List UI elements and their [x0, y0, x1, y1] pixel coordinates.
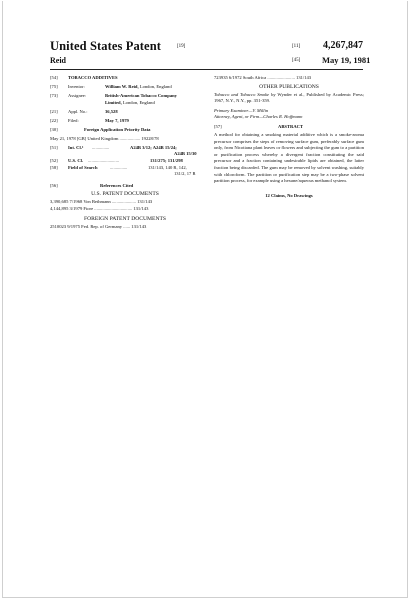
inventor-name: William W. Reid, [105, 84, 139, 89]
references-heading: References Cited [100, 183, 134, 189]
patent-title: United States Patent [50, 39, 162, 53]
field-label: Assignee: [68, 93, 87, 98]
assignee-line2: Limited, [105, 99, 122, 105]
patent-number: 4,267,847 [323, 40, 363, 51]
left-column [50, 75, 200, 230]
right-column [214, 75, 364, 199]
patent-subject: TOBACCO ADDITIVES [68, 75, 118, 80]
int-class-line2: A24B 15/30 [174, 151, 197, 157]
abstract-heading: ABSTRACT [278, 123, 304, 129]
field-58-cont [50, 171, 200, 183]
field-code: [56] [50, 183, 58, 189]
field-73-cont [50, 100, 200, 109]
field-code: [22] [50, 117, 58, 123]
field-code: [54] [50, 75, 58, 80]
leader-dots: ............... [92, 144, 110, 150]
patent-number-code: [11] [292, 44, 301, 49]
publication-title: Tobacco and Tobacco Smoke [214, 91, 270, 97]
field-21 [50, 109, 200, 118]
leader-dots: ............... [110, 164, 128, 170]
field-code: [52] [50, 158, 58, 164]
abstract-text: A method for obtaining a smoking material additive which is a smoke-aroma precursor comprises the steps of removing surface gum, preferably surface gum only, from Nicotiana plant leaves or flowers and subjecting the gum to a partition or purification process whereby a divergent fraction constituting the said precursor and a fraction containing undesirable lipids are obtained, the latter fraction being discarded. The gum may be removed by solvent washing, suitably with chloroform. The partition or purification step may be a two-phase solvent partition process, for example using a hexane/aqueous methanol system. [214, 131, 364, 184]
priority-entry [50, 136, 200, 145]
field-code: [30] [50, 126, 58, 132]
other-publications-heading: OTHER PUBLICATIONS [259, 83, 319, 90]
search-field-line2: 131/2, 17 R [174, 171, 196, 177]
field-label: Filed: [68, 117, 79, 123]
application-number: 36,528 [105, 108, 118, 114]
field-code: [73] [50, 93, 58, 98]
issue-date: May 19, 1981 [322, 55, 371, 65]
field-51-cont [50, 151, 200, 158]
field-label: Appl. No.: [68, 108, 88, 114]
field-54 [50, 75, 200, 84]
field-code: [58] [50, 164, 58, 170]
inventor-location: London, England [138, 84, 172, 89]
field-75 [50, 84, 200, 93]
field-57 [214, 124, 364, 132]
leader-dots: ........................... [88, 158, 120, 164]
us-patent-docs-heading: U.S. PATENT DOCUMENTS [91, 191, 159, 198]
priority-heading: Foreign Application Priority Data [84, 126, 151, 132]
assignee-line1: British-American Tobacco Company [105, 93, 177, 98]
assignee-location: London, England [121, 99, 155, 105]
int-class-line1: A24B 3/12; A24B 15/24; [130, 144, 177, 150]
field-51 [50, 145, 200, 152]
patent-page [2, 1, 408, 598]
attorney: Attorney, Agent, or Firm—Charles R. Hoffmann [214, 114, 303, 120]
field-56 [50, 183, 200, 191]
us-ref-row: 4,144,895 3/1979 Fiore ................................. 131/143 [50, 205, 149, 211]
date-code: [45] [292, 58, 301, 63]
field-code: [75] [50, 84, 58, 89]
field-22 [50, 118, 200, 127]
primary-examiner: Primary Examiner—V. Millin [214, 107, 269, 113]
field-code: [51] [50, 144, 58, 150]
field-label: U.S. Cl. [68, 158, 84, 164]
claims-summary: 12 Claims, No Drawings [265, 192, 313, 198]
us-class: 131/275; 131/298 [150, 158, 183, 164]
foreign-ref-row: 723935 6/1972 South Africa ........................ 131/143 [214, 75, 312, 80]
title-code: [19] [177, 44, 186, 49]
field-30 [50, 127, 200, 136]
field-label: Field of Search [68, 164, 98, 170]
field-code: [21] [50, 108, 58, 114]
field-label: Inventor: [68, 84, 85, 89]
search-field-line1: 131/143, 140 R, 142, [148, 164, 187, 170]
other-publication [214, 92, 364, 105]
inventor-surname: Reid [50, 56, 66, 65]
priority-data: May 21, 1978 [GB] United Kingdom .................. 19228/78 [50, 135, 159, 141]
header-rule [50, 69, 363, 70]
field-label: Int. Cl.³ [68, 144, 84, 150]
field-code: [57] [214, 123, 222, 129]
field-58 [50, 165, 200, 172]
foreign-patent-docs-heading: FOREIGN PATENT DOCUMENTS [83, 215, 167, 222]
filed-date: May 7, 1979 [105, 117, 129, 123]
foreign-ref-row: 2510023 9/1975 Fed. Rep. of Germany ...... 131/143 [50, 223, 147, 229]
us-ref-row: 3,390,685 7/1968 Von Bethmann ..................... 131/143 [50, 199, 153, 205]
publication-details: by Wynder et al., Published by Academic Press; 1967, N.Y., N.Y., pp. 351-359. [214, 91, 364, 104]
field-52 [50, 158, 200, 165]
field-73 [50, 93, 200, 100]
